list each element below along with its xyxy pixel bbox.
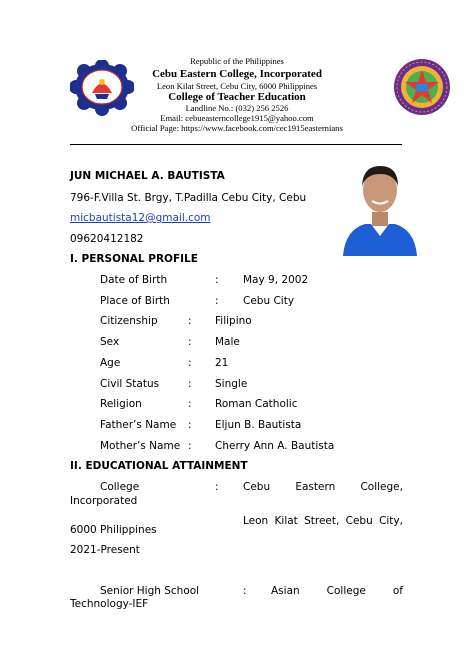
profile-label: Age: [100, 356, 121, 369]
justified-word: Cebu: [345, 515, 373, 527]
header-republic: Republic of the Philippines: [190, 56, 284, 66]
justified-word: Street,: [304, 515, 340, 527]
profile-label: Religion: [100, 398, 142, 411]
justified-word: Cebu: [243, 481, 271, 493]
profile-value: Cherry Ann A. Bautista: [215, 439, 335, 452]
profile-value: Filipino: [215, 315, 252, 328]
justified-word: College,: [360, 481, 403, 493]
applicant-email-link[interactable]: micbautista12@gmail.com: [70, 212, 211, 224]
college-separator: :: [215, 481, 219, 493]
justified-word: Asian: [271, 585, 300, 597]
profile-separator: :: [188, 356, 192, 369]
college-name-line2: Incorporated: [70, 495, 138, 507]
college-address-line1: [243, 515, 403, 527]
department-seal-logo: [393, 58, 451, 116]
profile-separator: :: [188, 336, 192, 349]
justified-word: Kilat: [274, 515, 298, 527]
header-email: Email: cebueasterncollege1915@yahoo.com: [160, 113, 314, 123]
personal-profile-heading: I. PERSONAL PROFILE: [70, 253, 198, 265]
profile-value: Cebu City: [243, 294, 295, 307]
shs-school-line2: Technology-IEF: [70, 598, 149, 610]
profile-value: 21: [215, 356, 229, 369]
profile-value: May 9, 2002: [243, 274, 309, 286]
applicant-photo: [341, 156, 419, 256]
college-address-line2: 6000 Philippines: [70, 524, 157, 536]
header-department: College of Teacher Education: [168, 91, 306, 103]
profile-value: Roman Catholic: [215, 398, 298, 411]
justified-word: Eastern: [295, 481, 336, 493]
profile-value: Male: [215, 336, 240, 349]
header-official-page: Official Page: https://www.facebook.com/cec1915easternians: [131, 123, 343, 133]
profile-label: Date of Birth: [100, 274, 168, 286]
profile-value: Single: [215, 377, 248, 390]
profile-label: Sex: [100, 336, 120, 349]
profile-separator: :: [188, 377, 192, 390]
applicant-name: JUN MICHAEL A. BAUTISTA: [70, 170, 225, 182]
education-heading: II. EDUCATIONAL ATTAINMENT: [70, 460, 248, 472]
profile-separator: :: [188, 398, 192, 411]
college-name-line1: [243, 481, 403, 493]
college-label: College: [100, 481, 140, 493]
justified-word: of: [392, 585, 403, 597]
shs-separator: :: [243, 585, 247, 597]
applicant-phone: 09620412182: [70, 233, 144, 245]
justified-word: Leon: [243, 515, 269, 527]
profile-value: Eljun B. Bautista: [215, 418, 302, 431]
header-landline: Landline No.: (032) 256 2526: [185, 103, 289, 113]
header-divider: [70, 144, 402, 145]
college-years: 2021-Present: [70, 544, 140, 556]
profile-label: Mother’s Name: [100, 439, 181, 452]
profile-separator: :: [188, 439, 192, 452]
profile-label: Citizenship: [100, 315, 158, 328]
profile-separator: :: [188, 418, 192, 431]
applicant-address: 796-F.Villa St. Brgy, T.Padilla Cebu City, Cebu: [70, 192, 307, 204]
profile-separator: :: [188, 315, 192, 328]
profile-label: Civil Status: [100, 377, 160, 390]
header-college-name: Cebu Eastern College, Incorporated: [152, 68, 322, 80]
header-address: Leon Kilat Street, Cebu City, 6000 Philippines: [156, 81, 318, 91]
profile-label: Father’s Name: [100, 418, 177, 431]
profile-separator: :: [215, 274, 219, 286]
shs-school-line1: [271, 585, 403, 597]
justified-word: College: [326, 585, 366, 597]
shs-label: Senior High School: [100, 585, 200, 597]
profile-label: Place of Birth: [100, 294, 170, 307]
profile-separator: :: [215, 294, 219, 307]
justified-word: City,: [379, 515, 403, 527]
